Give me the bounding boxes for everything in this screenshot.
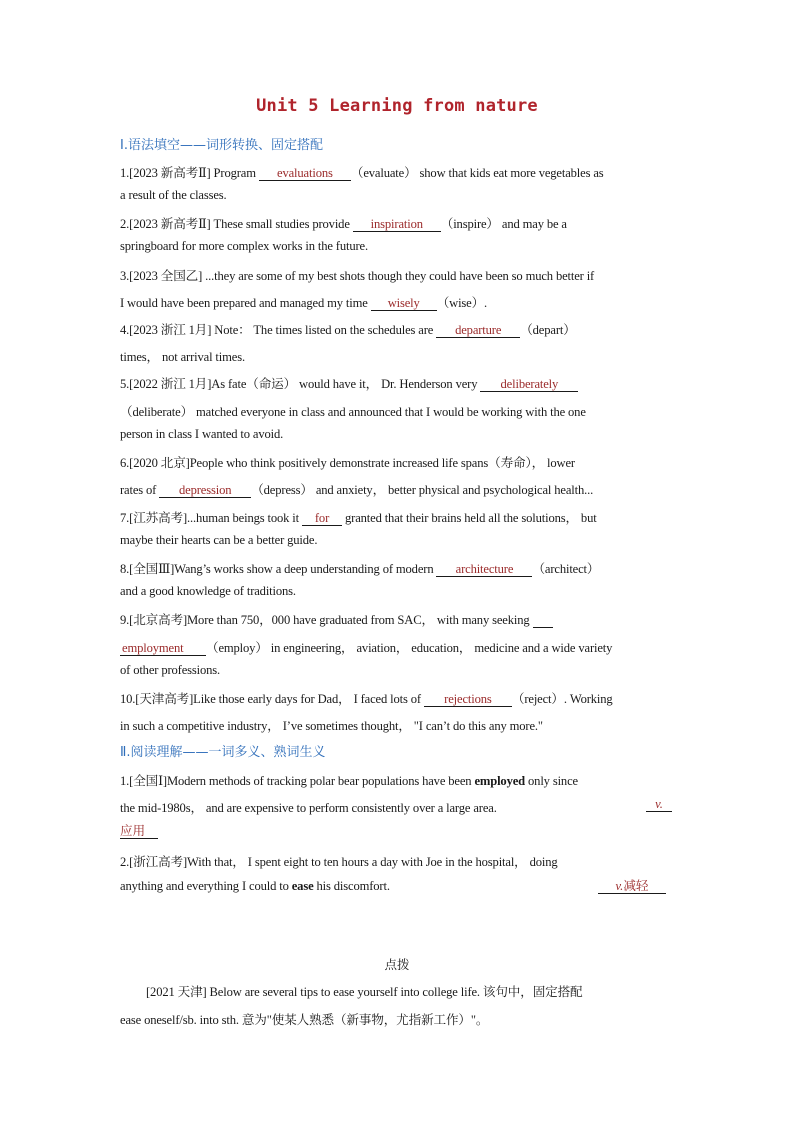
- question-4-cont: times， not arrival times.: [120, 350, 245, 364]
- answer-blank: rejections: [424, 693, 512, 707]
- answer-blank: evaluations: [259, 167, 351, 181]
- reading-1-answer-pos: v.: [646, 797, 672, 812]
- question-9: 9.[北京高考]More than 750，000 have graduated from SAC， with many seeking: [120, 609, 676, 628]
- answer-blank: deliberately: [480, 378, 578, 392]
- reading-2-cont: anything and everything I could to ease his discomfort.: [120, 879, 390, 893]
- reading-2: 2.[浙江高考]With that， I spent eight to ten hours a day with Joe in the hospital， doing: [120, 855, 558, 869]
- question-10: 10.[天津高考]Like those early days for Dad， I faced lots of rejections （reject）. Working: [120, 692, 613, 706]
- section-heading-reading: Ⅱ.阅读理解——一词多义、熟词生义: [120, 745, 326, 760]
- question-2: 2.[2023 新高考Ⅱ] These small studies provide inspiration （inspire） and may be a: [120, 217, 567, 231]
- question-8: 8.[全国Ⅲ]Wang’s works show a deep understanding of modern architecture （architect）: [120, 562, 600, 576]
- question-4: 4.[2023 浙江 1月] Note： The times listed on the schedules are departure （depart）: [120, 323, 576, 337]
- question-8-cont: and a good knowledge of traditions.: [120, 584, 296, 598]
- question-1: 1.[2023 新高考Ⅱ] Program evaluations （evaluate） show that kids eat more vegetables as: [120, 166, 604, 180]
- answer-blank: for: [302, 512, 342, 526]
- question-3: 3.[2023 全国乙] ...they are some of my best shots though they could have been so much better if: [120, 269, 595, 283]
- note-line-2: ease oneself/sb. into sth. 意为"使某人熟悉（新事物，尤指新工作）"。: [120, 1013, 489, 1027]
- question-5-cont: （deliberate） matched everyone in class and announced that I would be working with the one: [120, 405, 586, 419]
- question-7: 7.[江苏高考]...human beings took it for granted that their brains held all the solutions， but: [120, 511, 597, 525]
- reading-2-answer: v.减轻: [598, 879, 666, 894]
- answer-blank: architecture: [436, 563, 532, 577]
- question-5-cont2: person in class I wanted to avoid.: [120, 427, 284, 441]
- question-2-cont: springboard for more complex works in the future.: [120, 239, 368, 253]
- reading-1-answer: 应用: [120, 824, 676, 839]
- answer-blank: depression: [159, 484, 251, 498]
- answer-blank: departure: [436, 324, 520, 338]
- question-10-cont: in such a competitive industry， I’ve sometimes thought， "I can’t do this any more.": [120, 719, 543, 733]
- page-title: Unit 5 Learning from nature: [256, 96, 538, 116]
- question-6-cont: rates of depression （depress） and anxiety， better physical and psychological health...: [120, 483, 594, 497]
- section-heading-grammar: Ⅰ.语法填空——词形转换、固定搭配: [120, 138, 323, 153]
- note-line-1: [2021 天津] Below are several tips to ease yourself into college life. 该句中，固定搭配: [146, 985, 583, 999]
- answer-blank-start: [533, 614, 553, 628]
- question-3-cont: I would have been prepared and managed my time wisely （wise）.: [120, 296, 488, 310]
- question-9-cont: employment （employ） in engineering， aviation， education， medicine and a wide variety: [122, 641, 613, 655]
- question-7-cont: maybe their hearts can be a better guide.: [120, 533, 318, 547]
- reading-1-cont: the mid-1980s， and are expensive to perform consistently over a large area.: [120, 801, 497, 815]
- question-5: 5.[2022 浙江 1月]As fate（命运） would have it， Dr. Henderson very deliberately: [120, 373, 676, 392]
- reading-1: 1.[全国Ⅰ]Modern methods of tracking polar bear populations have been employed only since: [120, 774, 578, 788]
- question-9-cont2: of other professions.: [120, 663, 221, 677]
- question-1-cont: a result of the classes.: [120, 188, 227, 202]
- question-6: 6.[2020 北京]People who think positively demonstrate increased life spans（寿命）， lower: [120, 456, 575, 470]
- note-title: 点拨: [384, 957, 410, 972]
- answer-blank: employment: [120, 642, 206, 656]
- answer-blank: wisely: [371, 297, 437, 311]
- answer-blank: inspiration: [353, 218, 441, 232]
